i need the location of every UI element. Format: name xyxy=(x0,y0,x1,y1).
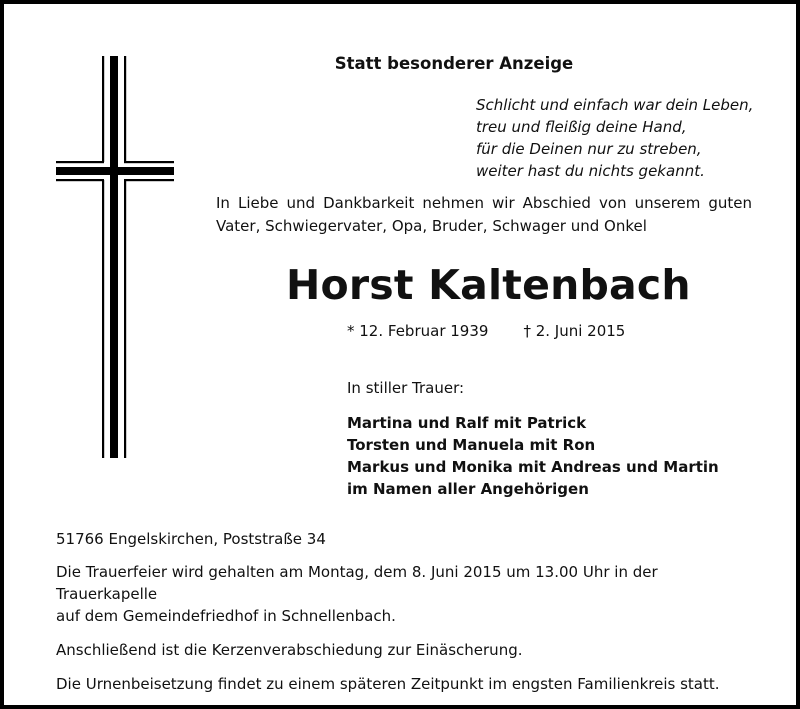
urn-text: Die Urnenbeisetzung findet zu einem späteren Zeitpunkt im engsten Familienkreis statt. xyxy=(56,675,720,693)
poem-line: Schlicht und einfach war dein Leben, xyxy=(476,96,754,114)
life-dates xyxy=(347,322,625,340)
intro-line: In Liebe und Dankbarkeit nehmen wir Abschied von unserem guten xyxy=(216,194,752,212)
ceremony-text xyxy=(56,561,756,627)
family-list xyxy=(347,412,719,500)
intro-text xyxy=(216,192,752,238)
notice-heading: Statt besonderer Anzeige xyxy=(334,54,574,73)
family-member: Martina und Ralf mit Patrick xyxy=(347,414,587,432)
deceased-name: Horst Kaltenbach xyxy=(286,261,691,309)
candle-text: Anschließend ist die Kerzenverabschiedung zur Einäscherung. xyxy=(56,641,523,659)
poem-line: weiter hast du nichts gekannt. xyxy=(476,162,705,180)
mourning-label: In stiller Trauer: xyxy=(347,379,465,397)
cross-icon xyxy=(56,56,174,458)
ceremony-line: Die Trauerfeier wird gehalten am Montag, dem 8. Juni 2015 um 13.00 Uhr in der Trauerkapelle xyxy=(56,563,658,603)
intro-line: Vater, Schwiegervater, Opa, Bruder, Schwager und Onkel xyxy=(216,217,647,235)
poem xyxy=(476,94,753,182)
poem-line: treu und fleißig deine Hand, xyxy=(476,118,687,136)
ceremony-line: auf dem Gemeindefriedhof in Schnellenbach. xyxy=(56,607,396,625)
address: 51766 Engelskirchen, Poststraße 34 xyxy=(56,530,326,548)
family-member: Markus und Monika mit Andreas und Martin xyxy=(347,458,719,476)
poem-line: für die Deinen nur zu streben, xyxy=(476,140,702,158)
death-date: † 2. Juni 2015 xyxy=(523,322,626,340)
birth-date: * 12. Februar 1939 xyxy=(347,322,489,340)
family-member: Torsten und Manuela mit Ron xyxy=(347,436,596,454)
notice-details xyxy=(56,528,756,695)
family-member: im Namen aller Angehörigen xyxy=(347,480,589,498)
